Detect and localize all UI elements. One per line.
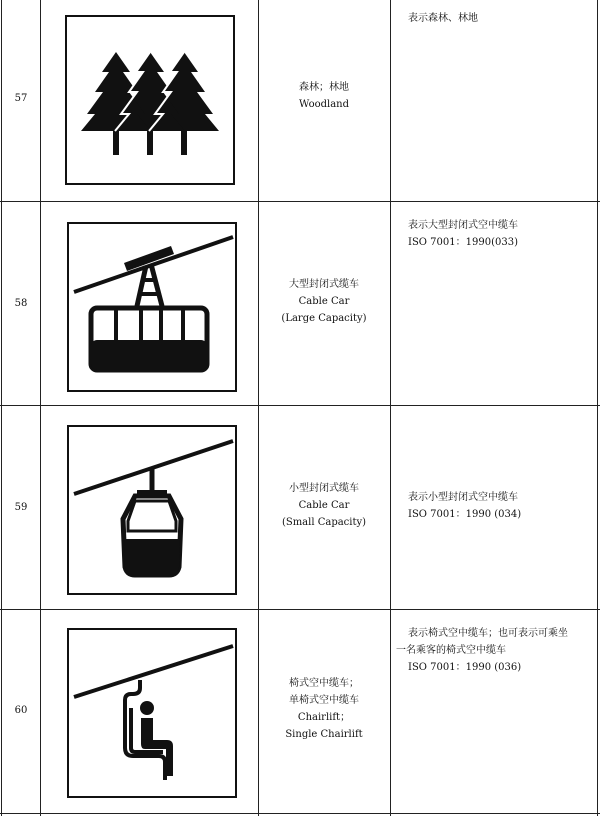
name-line: Cable Car [298, 500, 350, 511]
description-line: 一名乘客的椅式空中缆车 [396, 645, 506, 656]
symbol-description [408, 217, 600, 251]
woodland-trees-icon [65, 15, 235, 185]
symbol-name [258, 675, 390, 743]
symbol-name [258, 276, 390, 327]
name-line: 单椅式空中缆车 [289, 695, 359, 706]
description-line: 表示椅式空中缆车；也可表示可乘坐 [408, 628, 568, 639]
table-row [0, 609, 600, 813]
table-row [0, 405, 600, 609]
row-number: 58 [14, 298, 28, 309]
symbol-description [396, 625, 596, 676]
name-line: Single Chairlift [285, 729, 363, 740]
table-row [0, 0, 600, 201]
description-line: ISO 7001：1990 (034) [408, 509, 522, 520]
row-number: 59 [14, 502, 28, 513]
chairlift-icon [67, 628, 237, 798]
description-line: 表示小型封闭式空中缆车 [408, 492, 518, 503]
name-line: 小型封闭式缆车 [289, 483, 359, 494]
name-line: 森林；林地 [299, 82, 349, 93]
row-number: 60 [14, 705, 28, 716]
table-row [0, 201, 600, 405]
symbol-name [258, 79, 390, 113]
symbol-description [408, 10, 600, 27]
symbol-description [408, 489, 600, 523]
name-line: Woodland [298, 99, 350, 110]
description-line: ISO 7001：1990(033) [408, 237, 518, 248]
description-line: 表示大型封闭式空中缆车 [408, 220, 518, 231]
symbol-name [258, 480, 390, 531]
description-line: ISO 7001：1990 (036) [408, 662, 522, 673]
name-line: Cable Car [298, 296, 350, 307]
name-line: 椅式空中缆车； [289, 678, 359, 689]
name-line: (Large Capacity) [281, 313, 367, 324]
small-cable-car-icon [67, 425, 237, 595]
name-line: Chairlift； [297, 712, 351, 723]
name-line: 大型封闭式缆车 [289, 279, 359, 290]
table-border-bottom [0, 813, 600, 814]
row-number: 57 [14, 93, 28, 104]
large-cable-car-icon [67, 222, 237, 392]
name-line: (Small Capacity) [281, 517, 367, 528]
description-line: 表示森林、林地 [408, 13, 478, 24]
